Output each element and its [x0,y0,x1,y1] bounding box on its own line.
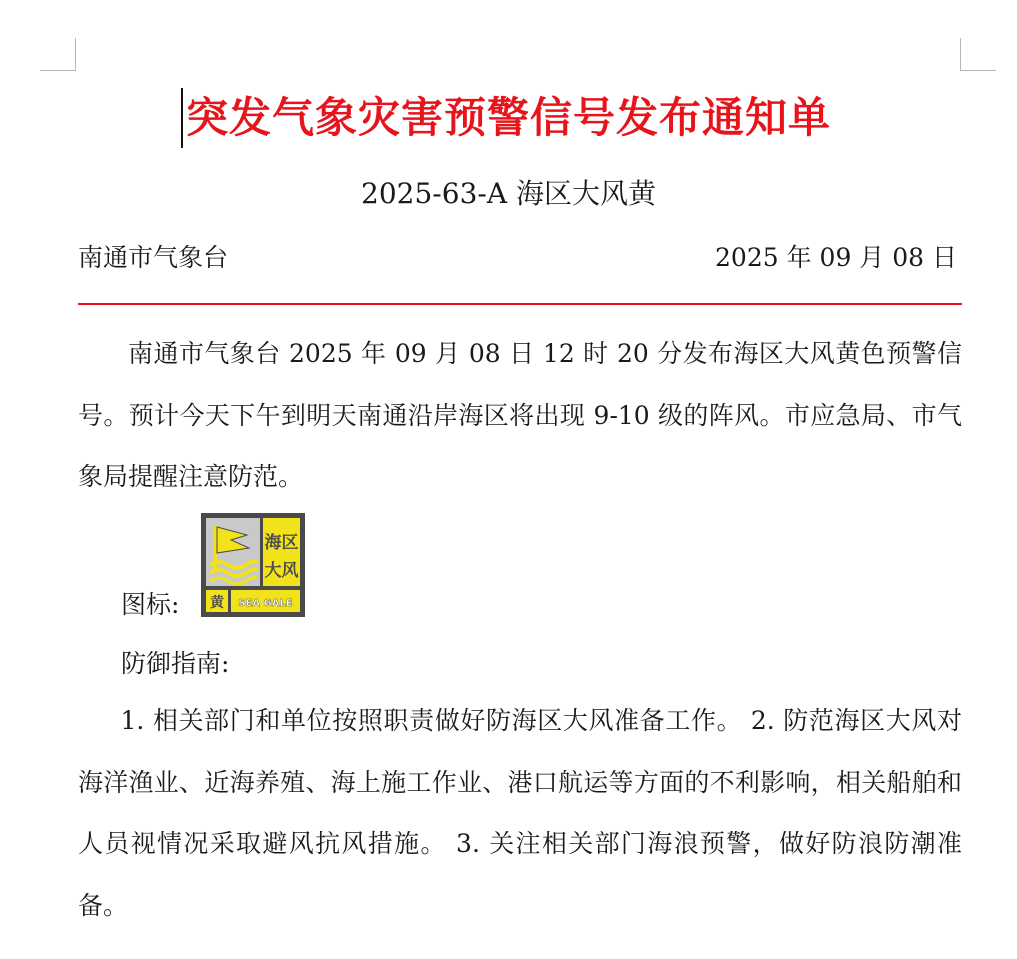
defense-guide-label[interactable]: 防御指南: [121,649,230,678]
icon-label[interactable]: 图标: [121,590,180,619]
page-corner-mark-top-right [960,38,996,71]
defense-guide-paragraph[interactable]: 1. 相关部门和单位按照职责做好防海区大风准备工作。 2. 防范海区大风对海洋渔业、近海养殖、海上施工作业、港口航运等方面的不利影响，相关船舶和人员视情况采取避风抗风措施。 3. 关注相关部门海浪预警，做好防浪防潮准备。 [78,706,962,920]
issuer-name[interactable]: 南通市气象台 [78,243,229,272]
sea-gale-yellow-warning-icon [201,513,305,617]
document-title[interactable]: 突发气象灾害预警信号发布通知单 [185,93,831,142]
page-corner-mark-top-left [40,38,76,71]
issue-date[interactable]: 2025 年 09 月 08 日 [715,243,957,272]
warning-body-paragraph[interactable]: 南通市气象台 2025 年 09 月 08 日 12 时 20 分发布海区大风黄色预警信号。预计今天下午到明天南通沿岸海区将出现 9-10 级的阵风。市应急局、市气象局提醒注意防范。 [78,339,962,491]
signal-code-subtitle[interactable]: 2025-63-A 海区大风黄 [361,177,656,210]
icon-text-sea-area: 海区 [264,533,299,553]
icon-text-gale: 大风 [264,561,299,581]
icon-text-sea-gale: SEA GALE [238,598,293,609]
icon-level-char: 黄 [210,595,224,611]
red-divider-line [78,303,962,305]
